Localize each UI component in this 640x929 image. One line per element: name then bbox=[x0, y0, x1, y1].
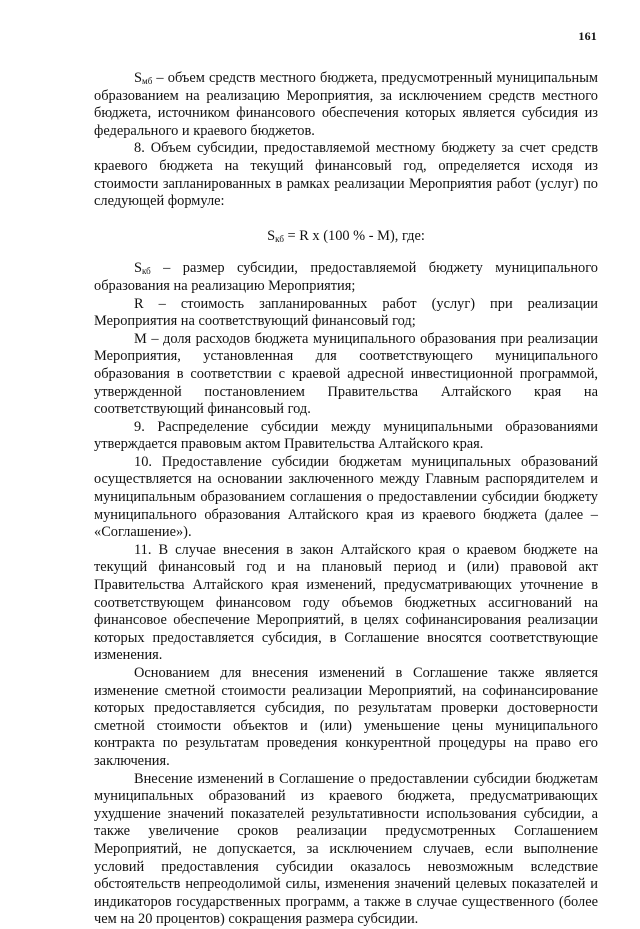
paragraph-r-definition: R – стоимость запланированных работ (услуг) при реализации Мероприятия на соответствующий финансовый год; bbox=[94, 295, 598, 330]
paragraph-m-definition: М – доля расходов бюджета муниципального образования при реализации Мероприятия, установленная для соответствующего муниципального образования в соответствии с краевой адресной инвестиционной программой, утвержденной постановлением Правительства Алтайского края на соответствующий финансовый год. bbox=[94, 330, 598, 418]
paragraph-skb-definition bbox=[94, 260, 598, 295]
paragraph-text: – объем средств местного бюджета, предусмотренный муниципальным образованием на реализацию Мероприятия, за исключением средств местного бюджета, источником финансового обеспечения которых является субсидия из федерального и краевого бюджетов. bbox=[94, 70, 598, 139]
page-number: 161 bbox=[578, 29, 597, 43]
paragraph-text: – размер субсидии, предоставляемой бюджету муниципального образования на реализацию Мероприятия; bbox=[94, 260, 598, 294]
paragraph-11-basis: Основанием для внесения изменений в Соглашение также является изменение сметной стоимости реализации Мероприятий, на софинансирование которых предоставляется субсидия, по результатам проверки достоверности сметной стоимости объектов и (или) уменьшение цены муниципального контракта по результатам проведения конкурентной процедуры на право его заключения. bbox=[94, 665, 598, 769]
paragraph-10: 10. Предоставление субсидии бюджетам муниципальных образований осуществляется на основании заключенного между Главным распорядителем и муниципальным образованием соглашения о предоставлении субсидии бюджету муниципального образования Алтайского края из краевого бюджета (далее – «Соглашение»). bbox=[94, 453, 598, 541]
symbol-subscript: кб bbox=[142, 266, 151, 277]
symbol-s: S bbox=[134, 70, 143, 86]
document-body bbox=[94, 70, 598, 929]
formula-text: = R x (100 % - M), где: bbox=[283, 227, 425, 244]
symbol-s: S bbox=[267, 227, 276, 244]
symbol-subscript: мб bbox=[142, 76, 153, 86]
symbol-s: S bbox=[134, 260, 143, 277]
paragraph-11-restrictions: Внесение изменений в Соглашение о предоставлении субсидии бюджетам муниципальных образований из краевого бюджета, предусматривающих ухудшение значений показателей результативности использования субсидии, а также увеличение сроков реализации предусмотренных Соглашением Мероприятий, не допускается, за исключением случаев, если выполнение условий предоставления субсидии оказалось невозможным вследствие обстоятельств непреодолимой силы, изменения значений целевых показателей и индикаторов государственных программ, а также в случае существенного (более чем на 20 процентов) сокращения размера субсидии. bbox=[94, 770, 598, 928]
paragraph-9: 9. Распределение субсидии между муниципальными образованиями утверждается правовым актом Правительства Алтайского края. bbox=[94, 418, 598, 453]
paragraph-smb-definition bbox=[94, 70, 598, 140]
symbol-subscript: кб bbox=[275, 233, 284, 244]
paragraph-11: 11. В случае внесения в закон Алтайского края о краевом бюджете на текущий финансовый год и на плановый период и (или) правовой акт Правительства Алтайского края изменений, предусматривающих уточнение в соответствующем финансовом году объемов бюджетных ассигнований на финансовое обеспечение Мероприятий, в целях софинансирования реализации которых предоставляется субсидия, в Соглашение вносятся соответствующие изменения. bbox=[94, 541, 598, 664]
formula bbox=[94, 228, 598, 246]
paragraph-8: 8. Объем субсидии, предоставляемой местному бюджету за счет средств краевого бюджета на текущий финансовый год, определяется исходя из стоимости запланированных в рамках реализации Мероприятия работ (услуг) по следующей формуле: bbox=[94, 140, 598, 210]
